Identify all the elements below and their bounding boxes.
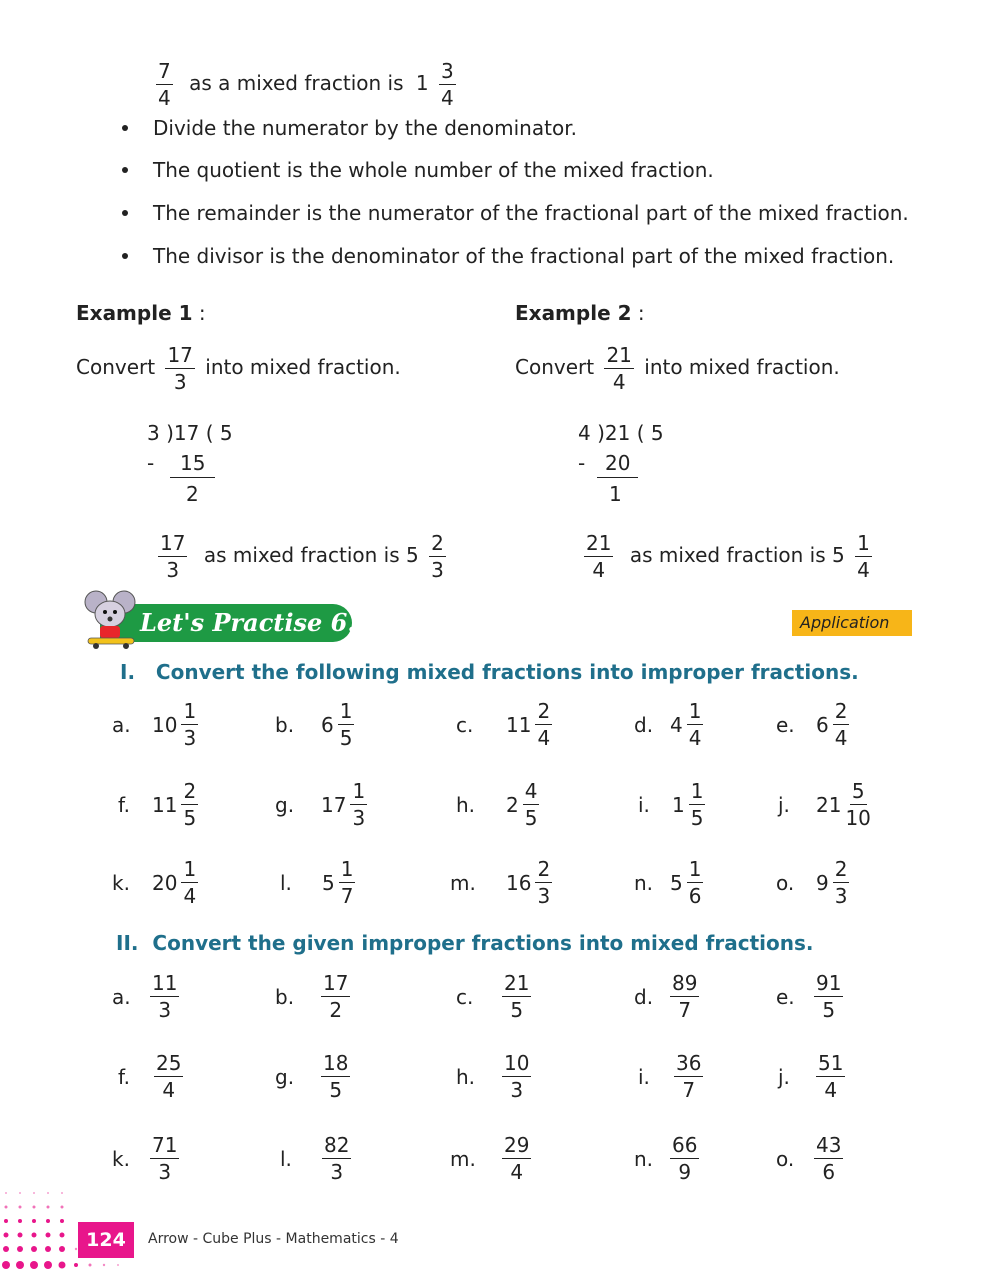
intro-fraction: [156, 60, 173, 109]
exercise-item: g. 17 $\frac{1}{3}$: [275, 779, 366, 830]
exercise-item: n. $\frac{66}{9}$: [634, 1133, 698, 1184]
exercise-item: j. $\frac{51}{4}$: [778, 1051, 844, 1102]
division-subtrahend: 15: [170, 451, 215, 478]
exercise-item: c. 11 $\frac{2}{4}$: [456, 699, 551, 750]
exercise-item: o. 9 $\frac{2}{3}$: [776, 857, 848, 908]
result-fraction: [584, 532, 613, 581]
practice-title: Let's Practise 6.4: [140, 608, 373, 637]
bullet-dot: [122, 253, 128, 259]
exercise-item: e. $\frac{91}{5}$: [776, 971, 842, 1022]
book-title: Arrow - Cube Plus - Mathematics - 4: [148, 1231, 399, 1247]
division-line: 4 )21 ( 5: [578, 421, 664, 445]
exercise-item: a. 10 $\frac{1}{3}$: [112, 699, 197, 750]
division-minus: -: [578, 451, 586, 475]
numerator: 1: [857, 531, 870, 555]
numerator: 17: [167, 343, 193, 367]
convert-word: Convert: [515, 355, 595, 379]
numerator: 3: [440, 59, 454, 83]
denominator: 4: [612, 370, 626, 394]
exercise-item: e. 6 $\frac{2}{4}$: [776, 699, 848, 750]
example-1-prompt: [76, 344, 401, 393]
numerator: 17: [160, 531, 186, 555]
result-part-fraction: [855, 532, 872, 581]
exercise-item: a. $\frac{11}{3}$: [112, 971, 178, 1022]
denominator: 3: [431, 558, 444, 582]
exercise-item: o. $\frac{43}{6}$: [776, 1133, 842, 1184]
bullet-text: The remainder is the numerator of the fractional part of the mixed fraction.: [153, 201, 909, 225]
exercise-item: k. 20 $\frac{1}{4}$: [112, 857, 197, 908]
application-tag: Application: [792, 610, 912, 636]
exercise-item: c. $\frac{21}{5}$: [456, 971, 530, 1022]
exercise-item: b. 6 $\frac{1}{5}$: [275, 699, 353, 750]
exercise-item: f. 11 $\frac{2}{5}$: [118, 779, 197, 830]
denominator: 3: [166, 558, 180, 582]
exercise-item: m. $\frac{29}{4}$: [450, 1133, 530, 1184]
bullet-text: Divide the numerator by the denominator.: [153, 116, 577, 140]
exercise-item: f. $\frac{25}{4}$: [118, 1051, 182, 1102]
numerator: 21: [606, 343, 632, 367]
exercise-item: j. 21 $\frac{5}{10}$: [778, 779, 871, 830]
section-2-title: II. Convert the given improper fractions into mixed fractions.: [116, 931, 814, 955]
example-2-prompt: [515, 344, 840, 393]
intro-text: as a mixed fraction is: [189, 71, 404, 95]
exercise-item: l. 5 $\frac{1}{7}$: [280, 857, 354, 908]
exercise-item: h. $\frac{10}{3}$: [456, 1051, 530, 1102]
exercise-item: h. 2 $\frac{4}{5}$: [456, 779, 538, 830]
prompt-suffix: into mixed fraction.: [205, 355, 401, 379]
result-text: as mixed fraction is 5: [629, 543, 845, 567]
exercise-item: d. 4 $\frac{1}{4}$: [634, 699, 702, 750]
exercise-item: m. 16 $\frac{2}{3}$: [450, 857, 551, 908]
result-part-fraction: [429, 532, 446, 581]
bullet-dot: [122, 167, 128, 173]
example-colon: :: [198, 301, 206, 325]
page-number: 124: [78, 1222, 134, 1258]
example-1-heading: [76, 301, 206, 325]
bullet-dot: [122, 125, 128, 131]
denominator: 4: [857, 558, 870, 582]
exercise-item: i. $\frac{36}{7}$: [638, 1051, 702, 1102]
example-colon: :: [637, 301, 645, 325]
section-1-title: I. Convert the following mixed fractions into improper fractions.: [120, 660, 859, 684]
example-1-result: [154, 532, 450, 581]
bullet-text: The divisor is the denominator of the fractional part of the mixed fraction.: [153, 244, 895, 268]
bullet-text: The quotient is the whole number of the mixed fraction.: [153, 158, 714, 182]
division-subtrahend: 20: [597, 451, 638, 478]
division-remainder: 2: [186, 482, 199, 506]
mouse-mascot-icon: [78, 588, 148, 650]
denominator: 3: [173, 370, 187, 394]
example-title: Example 2: [515, 301, 632, 325]
result-fraction: [158, 532, 187, 581]
division-remainder: 1: [609, 482, 622, 506]
intro-mixed-fraction: [439, 60, 456, 109]
example-2-result: [580, 532, 876, 581]
numerator: 7: [158, 59, 171, 83]
bullet-dot: [122, 210, 128, 216]
example-title: Example 1: [76, 301, 193, 325]
exercise-item: g. $\frac{18}{5}$: [275, 1051, 349, 1102]
result-text: as mixed fraction is 5: [203, 543, 419, 567]
division-line: 3 )17 ( 5: [147, 421, 233, 445]
denominator: 4: [440, 86, 454, 110]
exercise-item: b. $\frac{17}{2}$: [275, 971, 349, 1022]
convert-word: Convert: [76, 355, 156, 379]
exercise-item: i. 1 $\frac{1}{5}$: [638, 779, 704, 830]
example-fraction: [165, 344, 194, 393]
exercise-item: d. $\frac{89}{7}$: [634, 971, 698, 1022]
intro-whole: 1: [415, 71, 429, 95]
example-2-heading: [515, 301, 645, 325]
exercise-item: l. $\frac{82}{3}$: [280, 1133, 350, 1184]
numerator: 21: [586, 531, 612, 555]
denominator: 4: [158, 86, 171, 110]
prompt-suffix: into mixed fraction.: [644, 355, 840, 379]
intro-line: [152, 60, 460, 109]
example-fraction: [604, 344, 633, 393]
division-minus: -: [147, 451, 155, 475]
numerator: 2: [431, 531, 444, 555]
denominator: 4: [592, 558, 606, 582]
exercise-item: n. 5 $\frac{1}{6}$: [634, 857, 702, 908]
exercise-item: k. $\frac{71}{3}$: [112, 1133, 178, 1184]
